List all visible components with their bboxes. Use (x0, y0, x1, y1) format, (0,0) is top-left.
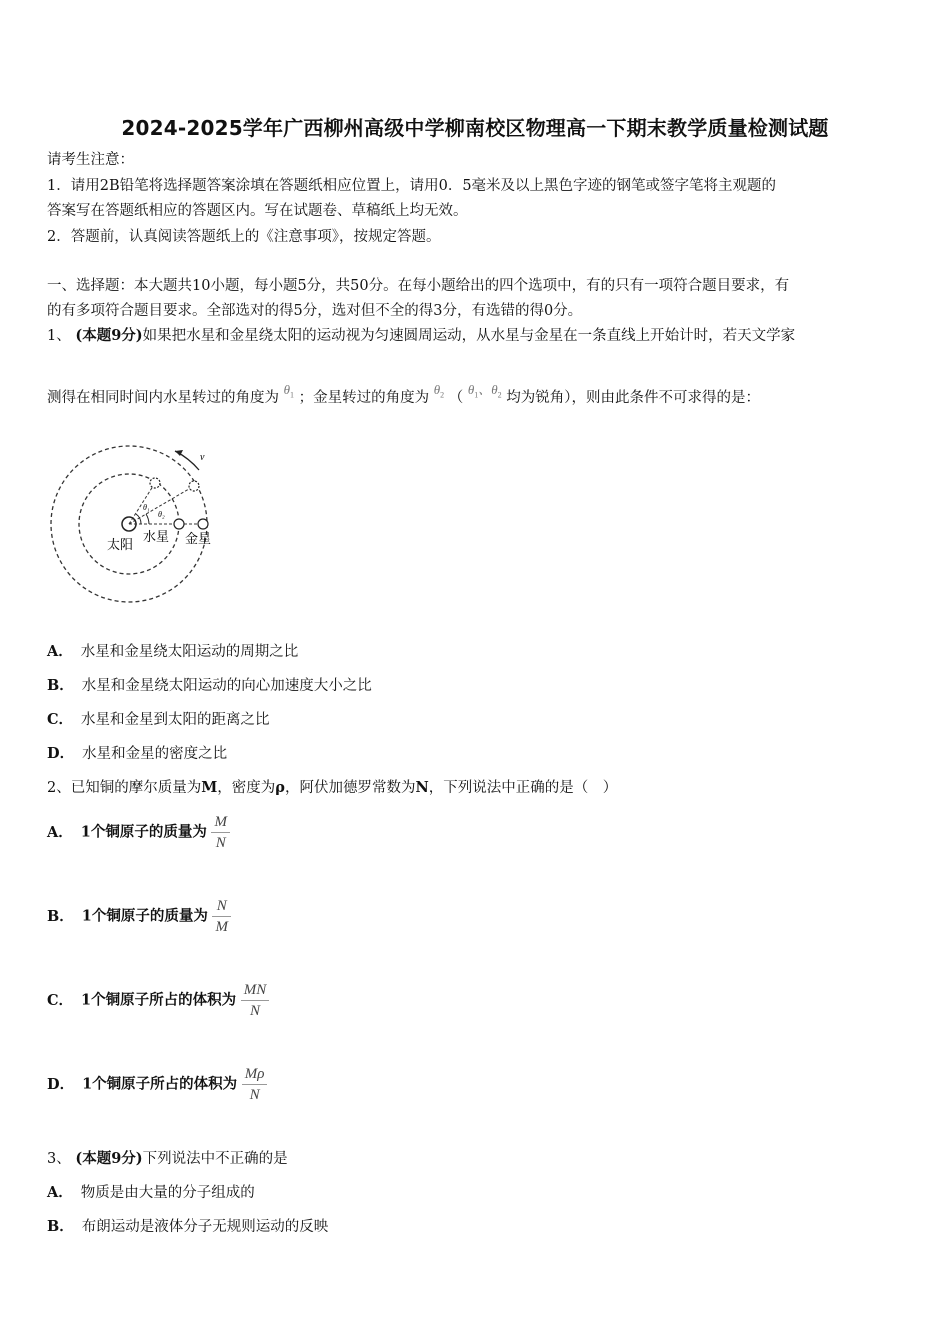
theta-1-symbol-paren: $\theta_1$ (467, 382, 479, 400)
page-title: 2024-2025学年广西柳州高级中学柳南校区物理高一下期末教学质量检测试题 (121, 116, 829, 140)
venus-label: 金星 (185, 532, 212, 547)
fraction: $\frac{MN}{N}$ (241, 980, 270, 1021)
question-1-stem: 如果把水星和金星绕太阳的运动视为匀速圆周运动，从水星与金星在一条直线上开始计时，若天文学家 (142, 328, 796, 344)
notice-item-1-line-2: 答案写在答题纸相应的答题区内。写在试题卷、草稿纸上均无效。 (47, 203, 468, 219)
venus-end-icon (189, 481, 199, 491)
venus-start-icon (198, 519, 208, 529)
orbit-diagram (47, 440, 237, 605)
mercury-end-icon (150, 478, 160, 488)
question-1-option-a[interactable]: A． 水星和金星绕太阳运动的周期之比 (47, 643, 299, 660)
question-1-points: (本题9分) (75, 327, 143, 344)
question-1-option-b[interactable]: B． 水星和金星绕太阳运动的向心加速度大小之比 (47, 677, 372, 694)
mercury-label: 水星 (143, 530, 170, 545)
sun-label: 太阳 (107, 538, 134, 553)
theta-2-symbol-paren: $\theta_2$ (491, 382, 502, 400)
question-3-option-a[interactable]: A． 物质是由大量的分子组成的 (47, 1184, 255, 1201)
section-1-intro-line-2: 的有多项符合题目要求。全部选对的得5分，选对但不全的得3分，有选错的得0分。 (47, 303, 583, 319)
theta-1-symbol: $\theta_1$ (283, 382, 294, 400)
notice-item-1-line-1: 1．请用2B铅笔将选择题答案涂填在答题纸相应位置上，请用0．5毫米及以上黑色字迹的钢笔或签字笔将主观题的 (47, 178, 777, 194)
fraction: $\frac{M}{N}$ (211, 812, 230, 853)
mercury-ray (129, 483, 155, 524)
theta-2-symbol: $\theta_2$ (433, 382, 445, 400)
question-1-number: 1、 (47, 328, 71, 344)
notice-item-2: 2．答题前，认真阅读答题纸上的《注意事项》，按规定答题。 (47, 229, 441, 245)
question-3-stem: 3、 (本题9分)下列说法中不正确的是 (47, 1150, 288, 1167)
mercury-start-icon (174, 519, 184, 529)
question-2-option-a[interactable]: A． 1个铜原子的质量为 $\frac{M}{N}$ (47, 812, 230, 853)
question-2-option-c[interactable]: C． 1个铜原子所占的体积为 $\frac{MN}{N}$ (47, 980, 269, 1021)
question-3-option-b[interactable]: B． 布朗运动是液体分子无规则运动的反映 (47, 1218, 329, 1235)
question-3-points: (本题9分) (75, 1150, 143, 1167)
velocity-label: v (200, 452, 205, 463)
question-1-line-1 (47, 326, 795, 346)
question-1-option-c[interactable]: C． 水星和金星到太阳的距离之比 (47, 711, 270, 728)
question-1-line-2: 测得在相同时间内水星转过的角度为 $\theta_1$ ；金星转过的角度为 $\theta_2$ （ $\theta_1$、$\theta_2$ 均为锐角），则由此条件不可求得的是： (47, 382, 760, 406)
question-2-option-b[interactable]: B． 1个铜原子的质量为 $\frac{N}{M}$ (47, 896, 231, 937)
question-1-option-d[interactable]: D． 水星和金星的密度之比 (47, 745, 228, 762)
theta-2-label: θ₂ (158, 510, 165, 519)
notice-heading: 请考生注意： (47, 152, 134, 168)
fraction: $\frac{M\rho}{N}$ (242, 1064, 268, 1105)
question-2-stem: 2、已知铜的摩尔质量为M，密度为ρ，阿伏加德罗常数为N，下列说法中正确的是（ ） (47, 779, 618, 796)
fraction: $\frac{N}{M}$ (212, 896, 231, 937)
question-2-option-d[interactable]: D． 1个铜原子所占的体积为 $\frac{M\rho}{N}$ (47, 1064, 267, 1105)
theta-1-label: θ₁ (143, 503, 150, 512)
theta-2-arc (146, 514, 149, 524)
section-1-intro-line-1: 一、选择题：本大题共10小题，每小题5分，共50分。在每小题给出的四个选项中，有的只有一项符合题目要求，有 (47, 278, 790, 294)
